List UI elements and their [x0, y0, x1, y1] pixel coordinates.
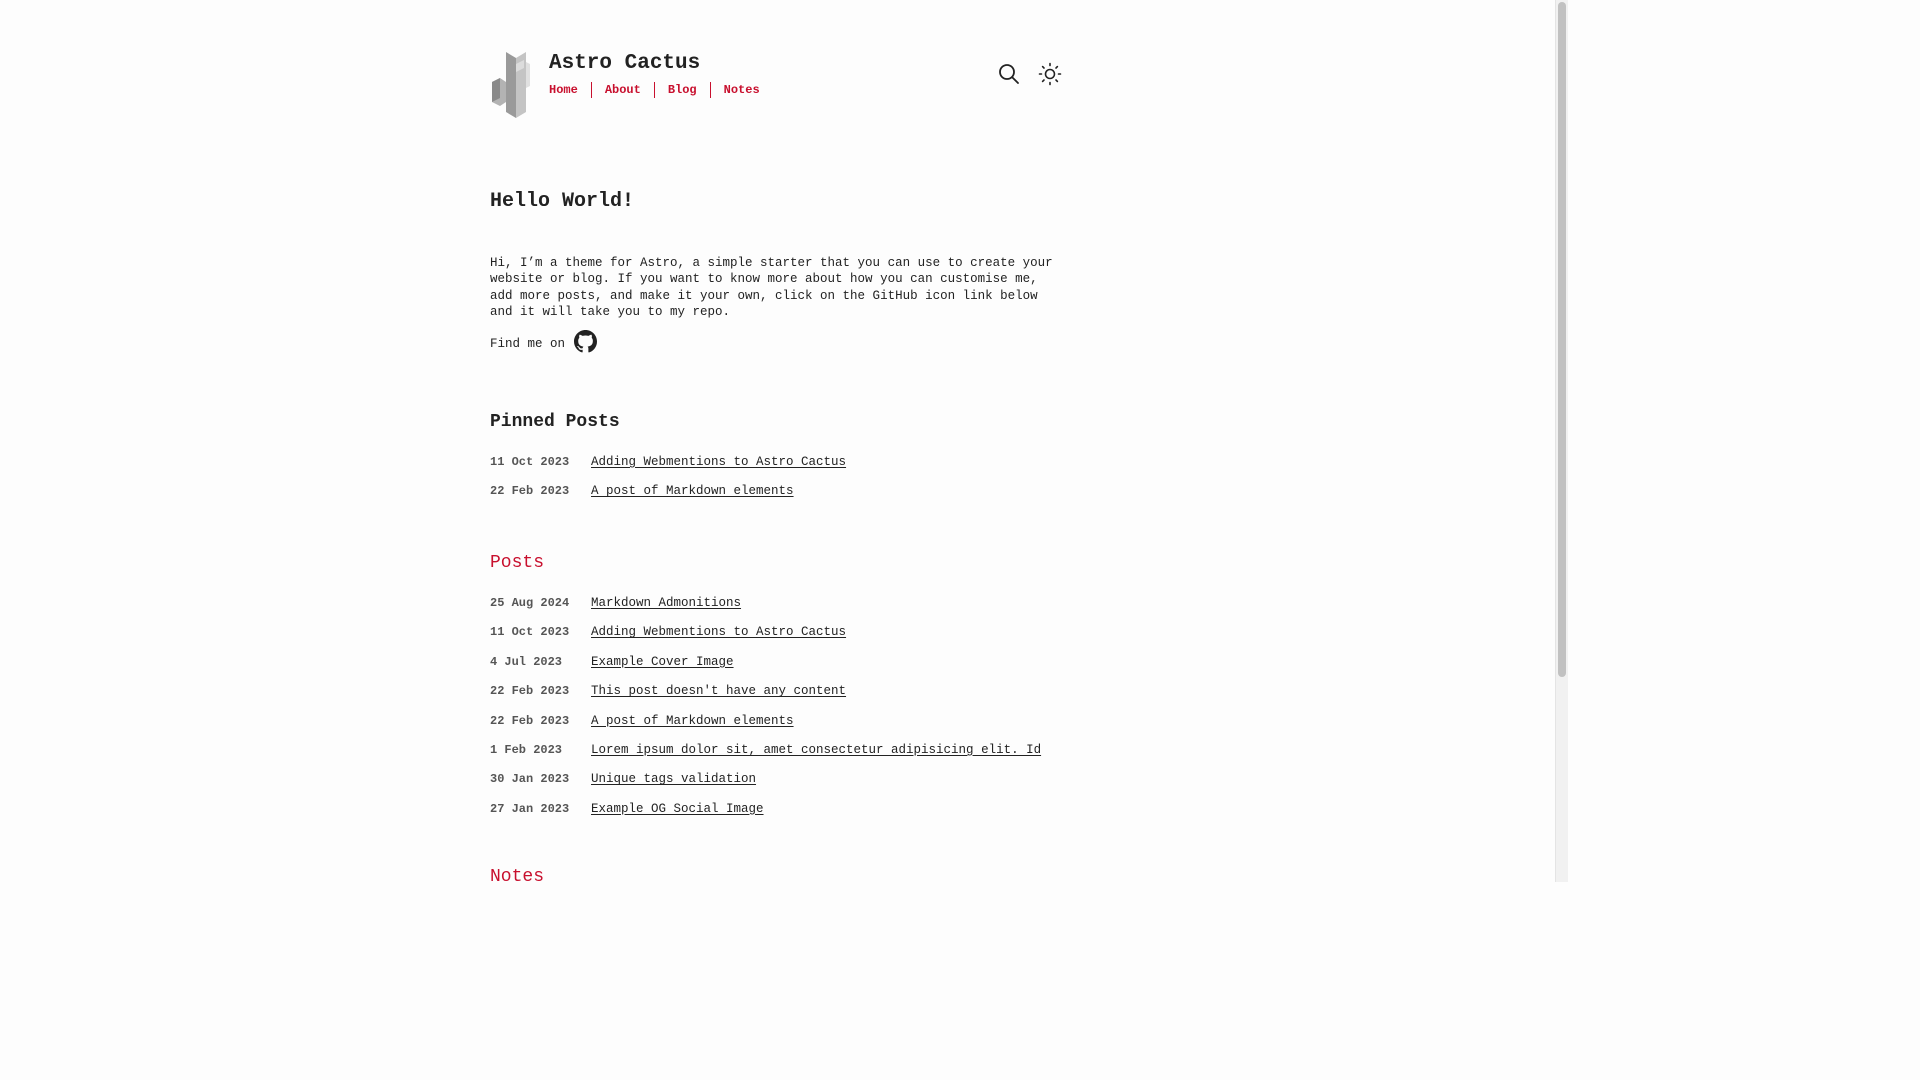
find-me-row — [490, 334, 597, 353]
post-link[interactable]: Example OG Social Image — [591, 801, 764, 816]
main-nav — [549, 82, 773, 98]
search-icon[interactable] — [997, 62, 1021, 86]
pinned-posts-title: Pinned Posts — [490, 412, 620, 432]
post-date: 4 Jul 2023 — [490, 654, 563, 669]
posts-title[interactable]: Posts — [490, 553, 545, 573]
scrollbar-thumb[interactable] — [1558, 2, 1566, 677]
post-link[interactable]: Adding Webmentions to Astro Cactus — [591, 455, 847, 469]
post-date: 11 Oct 2023 — [490, 625, 570, 640]
post-date: 30 Jan 2023 — [490, 772, 570, 787]
list-item — [490, 596, 1041, 625]
posts-list — [490, 596, 1041, 831]
post-date: 1 Feb 2023 — [490, 742, 563, 757]
list-item — [490, 743, 1041, 772]
nav-home-link[interactable]: Home — [549, 83, 578, 97]
list-item — [490, 684, 1041, 713]
page-scrollbar[interactable] — [1555, 0, 1568, 882]
nav-about-link[interactable]: About — [591, 82, 654, 98]
list-item — [490, 655, 1041, 684]
post-date: 25 Aug 2024 — [490, 596, 570, 610]
find-me-label: Find me on — [490, 336, 566, 351]
post-date: 11 Oct 2023 — [490, 455, 570, 469]
list-item — [490, 625, 1041, 654]
list-item — [490, 484, 846, 513]
github-icon[interactable] — [574, 330, 597, 353]
post-date: 27 Jan 2023 — [490, 801, 570, 816]
page — [490, 0, 1063, 887]
site-title: Astro Cactus — [549, 52, 701, 75]
post-link[interactable]: A post of Markdown elements — [591, 484, 794, 499]
site-header — [490, 0, 1063, 130]
sun-icon[interactable] — [1038, 62, 1062, 86]
list-item — [490, 714, 1041, 743]
cactus-logo-icon[interactable] — [492, 52, 530, 118]
post-link[interactable]: A post of Markdown elements — [591, 713, 794, 728]
list-item — [490, 455, 846, 484]
post-link[interactable]: This post doesn't have any content — [591, 684, 847, 699]
list-item — [490, 802, 1041, 831]
notes-title[interactable]: Notes — [490, 867, 545, 887]
post-link[interactable]: Adding Webmentions to Astro Cactus — [591, 625, 847, 640]
pinned-posts-list — [490, 455, 846, 514]
post-date: 22 Feb 2023 — [490, 713, 570, 728]
post-link[interactable]: Lorem ipsum dolor sit, amet consectetur adipisicing elit. Id — [591, 742, 1042, 757]
post-link[interactable]: Example Cover Image — [591, 654, 734, 669]
intro-paragraph: Hi, I’m a theme for Astro, a simple starter that you can use to create your website or blog. If you want to know more about how you can customise me, add more posts, and make it your own, click on the GitHub icon link below and it will take you to my repo. — [490, 256, 1053, 320]
post-date: 22 Feb 2023 — [490, 484, 570, 499]
post-link[interactable]: Markdown Admonitions — [591, 596, 742, 610]
hero-title: Hello World! — [490, 190, 635, 213]
nav-blog-link[interactable]: Blog — [654, 82, 710, 98]
post-date: 22 Feb 2023 — [490, 684, 570, 699]
list-item — [490, 772, 1041, 801]
nav-notes-link[interactable]: Notes — [710, 82, 773, 98]
post-link[interactable]: Unique tags validation — [591, 772, 757, 787]
